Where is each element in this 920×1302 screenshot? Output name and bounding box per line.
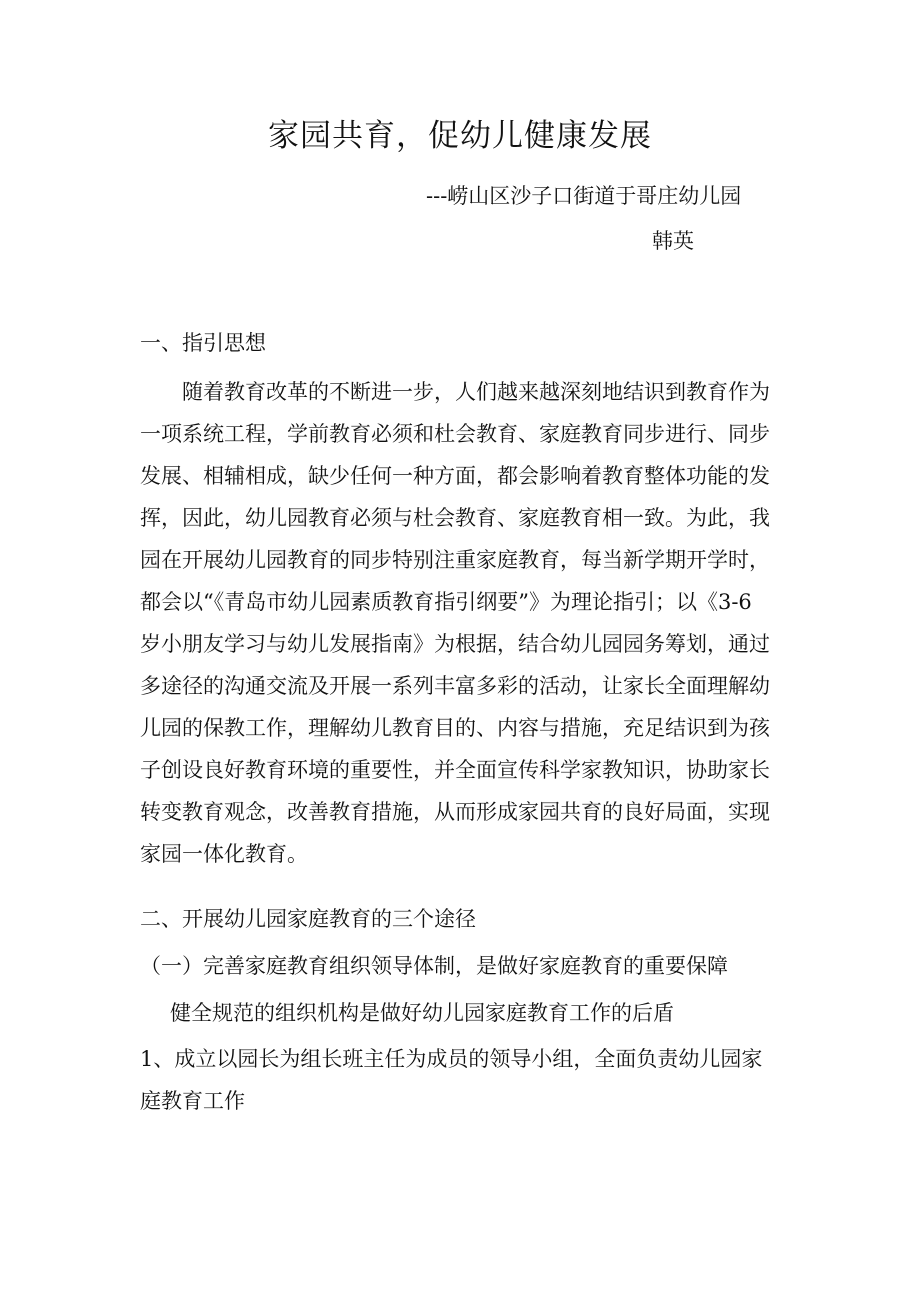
paragraph-line: 发展、相辅相成，缺少任何一种方面，都会影响着教育整体功能的发 bbox=[140, 464, 770, 488]
paragraph-line: 一项系统工程，学前教育必须和杜会教育、家庭教育同步进行、同步 bbox=[140, 422, 770, 446]
paragraph-line: 挥，因此，幼儿园教育必须与杜会教育、家庭教育相一致。为此，我 bbox=[140, 506, 770, 530]
author-affiliation: ---崂山区沙子口街道于哥庄幼儿园 bbox=[426, 184, 742, 208]
paragraph-organization: 健全规范的组织机构是做好幼儿园家庭教育工作的后盾 bbox=[170, 1001, 674, 1025]
paragraph-introduction bbox=[140, 371, 790, 875]
paragraph-line: 儿园的保教工作，理解幼儿教育目的、内容与措施，充足结识到为孩 bbox=[140, 716, 770, 740]
paragraph-line: 园在开展幼儿园教育的同步特别注重家庭教育，每当新学期开学时， bbox=[140, 548, 770, 572]
list-item-line: 1、成立以园长为组长班主任为成员的领导小组，全面负责幼儿园家 bbox=[140, 1047, 763, 1071]
paragraph-line: 子创设良好教育环境的重要性，并全面宣传科学家教知识，协助家长 bbox=[140, 758, 770, 782]
list-item-line: 庭教育工作 bbox=[140, 1089, 245, 1113]
section-heading-three-ways: 二、开展幼儿园家庭教育的三个途径 bbox=[140, 907, 476, 931]
section-heading-guiding-thought: 一、指引思想 bbox=[140, 331, 266, 355]
paragraph-line: 随着教育改革的不断进一步，人们越来越深刻地结识到教育作为 bbox=[182, 380, 770, 404]
paragraph-line: 转变教育观念，改善教育措施，从而形成家园共育的良好局面，实现 bbox=[140, 800, 770, 824]
paragraph-line: 多途径的沟通交流及开展一系列丰富多彩的活动，让家长全面理解幼 bbox=[140, 674, 770, 698]
paragraph-line: 都会以“《青岛市幼儿园素质教育指引纲要”》为理论指引；以《3-6 bbox=[140, 590, 752, 614]
paragraph-line: 岁小朋友学习与幼儿发展指南》为根据，结合幼儿园园务筹划，通过 bbox=[140, 632, 770, 656]
paragraph-line: 家园一体化教育。 bbox=[140, 842, 308, 866]
author-name: 韩英 bbox=[652, 229, 694, 253]
subsection-heading-organization: （一）完善家庭教育组织领导体制，是做好家庭教育的重要保障 bbox=[140, 954, 728, 978]
list-item-leadership-group bbox=[140, 1038, 790, 1122]
document-title: 家园共育，促幼儿健康发展 bbox=[268, 118, 652, 154]
